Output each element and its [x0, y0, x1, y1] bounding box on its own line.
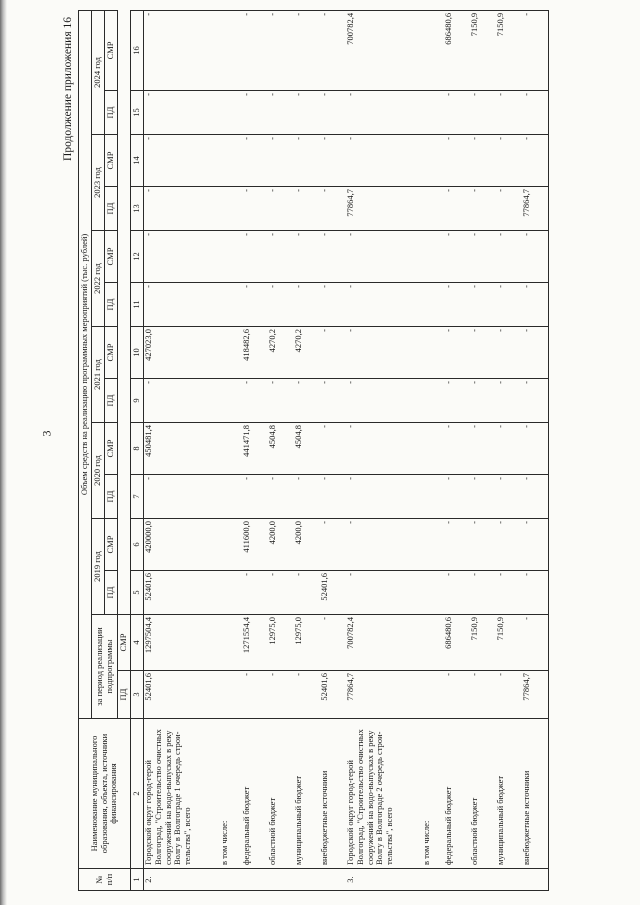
row-value	[422, 283, 444, 327]
header-smr: СМР	[105, 423, 118, 475]
table-row	[422, 10, 444, 890]
row-value: -	[346, 283, 422, 327]
row-value	[220, 423, 242, 475]
row-value: -	[470, 231, 496, 283]
rotated-sheet	[62, 11, 634, 891]
header-period: за период реализации подпрограммы	[92, 615, 118, 719]
row-value: 77864,7	[346, 187, 422, 231]
row-value: 450481,4	[144, 423, 221, 475]
header-pd: ПД	[105, 475, 118, 519]
row-value: -	[294, 379, 320, 423]
row-number	[444, 869, 470, 891]
row-value: -	[268, 283, 294, 327]
row-value	[220, 283, 242, 327]
row-value	[422, 327, 444, 379]
row-name: внебюджетные источники	[522, 719, 549, 869]
row-value: -	[470, 379, 496, 423]
row-value: -	[320, 187, 346, 231]
row-value: -	[242, 135, 268, 187]
row-value	[422, 519, 444, 571]
row-value	[422, 187, 444, 231]
row-value: -	[496, 519, 522, 571]
row-value: -	[320, 231, 346, 283]
row-value: 418482,6	[242, 327, 268, 379]
row-value: -	[346, 327, 422, 379]
row-name: областной бюджет	[268, 719, 294, 869]
row-value: -	[144, 135, 221, 187]
row-value: -	[496, 327, 522, 379]
row-value: -	[268, 671, 294, 719]
row-value: -	[444, 519, 470, 571]
row-value: -	[268, 10, 294, 90]
row-value: -	[268, 231, 294, 283]
row-value: -	[242, 571, 268, 615]
row-value: -	[522, 10, 549, 90]
row-value: 77864,7	[346, 671, 422, 719]
row-value: -	[470, 327, 496, 379]
row-number	[422, 869, 444, 891]
row-value: -	[522, 283, 549, 327]
row-value	[422, 423, 444, 475]
row-value: -	[444, 671, 470, 719]
row-value: 77864,7	[522, 671, 549, 719]
row-value: -	[268, 475, 294, 519]
row-value	[422, 231, 444, 283]
row-value: -	[522, 379, 549, 423]
table-row	[496, 10, 522, 890]
row-value: -	[496, 423, 522, 475]
row-value: -	[294, 283, 320, 327]
row-value	[220, 231, 242, 283]
row-value: -	[522, 571, 549, 615]
row-value: 52401,6	[144, 671, 221, 719]
row-value: 4504,8	[294, 423, 320, 475]
table-row	[346, 10, 422, 890]
row-value: 52401,6	[320, 571, 346, 615]
row-value	[422, 671, 444, 719]
row-value: -	[242, 671, 268, 719]
row-value: 77864,7	[522, 187, 549, 231]
row-name: в том числе:	[422, 719, 444, 869]
row-value	[220, 571, 242, 615]
row-value: 52401,6	[320, 671, 346, 719]
row-value: -	[294, 671, 320, 719]
header-name: Наименование муниципального образования, объекта, источники финансирования	[79, 719, 131, 869]
row-value: 52401,6	[144, 571, 221, 615]
row-value: -	[320, 475, 346, 519]
row-value: -	[346, 379, 422, 423]
row-value: -	[496, 475, 522, 519]
funding-table	[78, 10, 549, 891]
row-value: -	[444, 187, 470, 231]
row-number	[522, 869, 549, 891]
row-value: -	[522, 475, 549, 519]
row-name: в том числе:	[220, 719, 242, 869]
row-value: 4270,2	[268, 327, 294, 379]
row-value	[422, 10, 444, 90]
row-name: муниципальный бюджет	[496, 719, 522, 869]
row-value: -	[444, 423, 470, 475]
table-row	[242, 10, 268, 890]
row-value: -	[496, 91, 522, 135]
row-value	[220, 327, 242, 379]
header-year-2019: 2019 год	[92, 519, 105, 615]
header-period-pd: ПД	[118, 671, 131, 719]
row-value: -	[444, 91, 470, 135]
row-value	[220, 519, 242, 571]
row-value: -	[346, 91, 422, 135]
row-value: -	[144, 379, 221, 423]
row-value: -	[470, 135, 496, 187]
row-value	[220, 187, 242, 231]
row-value: -	[294, 231, 320, 283]
column-number: 11	[131, 283, 144, 327]
row-value: -	[522, 231, 549, 283]
row-value: -	[144, 91, 221, 135]
header-smr: СМР	[105, 231, 118, 283]
row-number	[242, 869, 268, 891]
row-value: 700782,4	[346, 10, 422, 90]
header-pd: ПД	[105, 571, 118, 615]
row-value: -	[346, 571, 422, 615]
column-number: 12	[131, 231, 144, 283]
row-name: внебюджетные источники	[320, 719, 346, 869]
row-value: 427023,0	[144, 327, 221, 379]
row-value: -	[320, 283, 346, 327]
row-number	[268, 869, 294, 891]
row-value: -	[470, 475, 496, 519]
row-value: -	[294, 475, 320, 519]
row-value: -	[522, 91, 549, 135]
header-smr: СМР	[105, 10, 118, 90]
header-year-2023: 2023 год	[92, 135, 105, 231]
row-value: -	[522, 615, 549, 671]
column-number: 13	[131, 187, 144, 231]
column-number: 7	[131, 475, 144, 519]
row-value	[422, 615, 444, 671]
table-row	[522, 10, 549, 890]
row-value: -	[320, 423, 346, 475]
row-value: -	[346, 231, 422, 283]
row-value: -	[242, 91, 268, 135]
row-value: -	[522, 519, 549, 571]
row-value: -	[144, 10, 221, 90]
table-row	[294, 10, 320, 890]
row-name: областной бюджет	[470, 719, 496, 869]
header-year-2020: 2020 год	[92, 423, 105, 519]
row-name: Городской округ город-герой Волгоград, "Строительство очистных сооружений на водо-выпусках в реку Волгу в Волгограде 1 очередь строи-тельства", всего	[144, 719, 221, 869]
row-value: -	[496, 379, 522, 423]
row-value: -	[346, 423, 422, 475]
table-row	[268, 10, 294, 890]
row-value: -	[320, 519, 346, 571]
row-value: 411600,0	[242, 519, 268, 571]
row-value: -	[294, 91, 320, 135]
row-value: 4200,0	[268, 519, 294, 571]
row-value: -	[294, 571, 320, 615]
header-pd: ПД	[105, 187, 118, 231]
row-value: -	[496, 283, 522, 327]
row-value: -	[320, 135, 346, 187]
header-smr: СМР	[105, 135, 118, 187]
table-row	[470, 10, 496, 890]
row-number: 2.	[144, 869, 221, 891]
row-value: -	[346, 519, 422, 571]
header-smr: СМР	[105, 327, 118, 379]
column-number: 10	[131, 327, 144, 379]
header-period-smr: СМР	[118, 615, 131, 671]
header-pd: ПД	[105, 283, 118, 327]
row-value	[220, 135, 242, 187]
row-value: -	[444, 571, 470, 615]
row-value: -	[268, 91, 294, 135]
row-value	[220, 379, 242, 423]
row-value: -	[496, 571, 522, 615]
row-value: -	[242, 379, 268, 423]
table-row	[320, 10, 346, 890]
row-value: -	[470, 187, 496, 231]
row-value: 7150,9	[470, 10, 496, 90]
row-value	[422, 379, 444, 423]
row-value: -	[144, 231, 221, 283]
row-value: 700782,4	[346, 615, 422, 671]
table-row	[220, 10, 242, 890]
row-value	[422, 91, 444, 135]
table-row	[144, 10, 221, 890]
row-value: -	[470, 423, 496, 475]
row-name: федеральный бюджет	[242, 719, 268, 869]
row-value: -	[496, 187, 522, 231]
row-value: 4270,2	[294, 327, 320, 379]
row-value	[220, 10, 242, 90]
row-value: 12975,0	[268, 615, 294, 671]
header-pd: ПД	[105, 379, 118, 423]
row-value: -	[294, 187, 320, 231]
row-value: -	[144, 475, 221, 519]
row-value: -	[320, 379, 346, 423]
row-number	[294, 869, 320, 891]
header-year-2021: 2021 год	[92, 327, 105, 423]
row-value: -	[242, 231, 268, 283]
row-value: -	[242, 283, 268, 327]
row-value: -	[268, 135, 294, 187]
row-value	[220, 475, 242, 519]
row-value: -	[268, 187, 294, 231]
row-value: 4200,0	[294, 519, 320, 571]
row-number: 3.	[346, 869, 422, 891]
row-value: -	[470, 91, 496, 135]
row-value: 686480,6	[444, 615, 470, 671]
row-value: -	[268, 379, 294, 423]
column-number: 8	[131, 423, 144, 475]
row-value	[220, 91, 242, 135]
row-value: -	[522, 423, 549, 475]
header-year-2022: 2022 год	[92, 231, 105, 327]
header-year-2024: 2024 год	[92, 10, 105, 134]
column-number: 9	[131, 379, 144, 423]
row-value: -	[242, 10, 268, 90]
column-number: 14	[131, 135, 144, 187]
row-value: -	[320, 10, 346, 90]
row-value: -	[444, 283, 470, 327]
row-value: 7150,9	[470, 615, 496, 671]
row-value: 686480,6	[444, 10, 470, 90]
scan-shadow-edge	[0, 0, 7, 905]
row-value: -	[470, 671, 496, 719]
row-value: 7150,9	[496, 10, 522, 90]
page-number: 3	[39, 430, 54, 437]
row-value: -	[144, 283, 221, 327]
column-number: 3	[131, 671, 144, 719]
row-value: -	[444, 135, 470, 187]
row-value: -	[320, 327, 346, 379]
row-value: -	[496, 135, 522, 187]
row-value: -	[346, 475, 422, 519]
row-number	[320, 869, 346, 891]
column-number: 15	[131, 91, 144, 135]
row-value	[422, 571, 444, 615]
header-num: № п/п	[79, 869, 131, 891]
row-value: -	[294, 135, 320, 187]
row-value	[422, 135, 444, 187]
row-value: -	[444, 475, 470, 519]
row-name: муниципальный бюджет	[294, 719, 320, 869]
row-number	[496, 869, 522, 891]
row-value: -	[496, 231, 522, 283]
header-volume: Объем средств на реализацию программных мероприятий (тыс. рублей)	[79, 10, 92, 718]
column-number: 2	[131, 719, 144, 869]
row-value	[422, 475, 444, 519]
row-value: -	[242, 475, 268, 519]
row-value: -	[320, 615, 346, 671]
column-number: 16	[131, 10, 144, 90]
row-value: 441471,8	[242, 423, 268, 475]
appendix-caption: Продолжение приложения 16	[62, 17, 74, 161]
row-value: -	[242, 187, 268, 231]
column-number: 1	[131, 869, 144, 891]
row-number	[470, 869, 496, 891]
row-value: 12975,0	[294, 615, 320, 671]
row-value: -	[522, 327, 549, 379]
row-value: -	[470, 519, 496, 571]
row-value: -	[444, 379, 470, 423]
header-pd: ПД	[105, 91, 118, 135]
row-value: -	[294, 10, 320, 90]
row-value: 4504,8	[268, 423, 294, 475]
column-number: 5	[131, 571, 144, 615]
table-row	[444, 10, 470, 890]
row-value: -	[496, 671, 522, 719]
row-value: 1271554,4	[242, 615, 268, 671]
row-value: -	[268, 571, 294, 615]
row-value: 7150,9	[496, 615, 522, 671]
row-name: Городской округ город-герой Волгоград, "Строительство очистных сооружений на водо-выпусках в реку Волгу в Волгограде 2 очередь строи-тельства", всего	[346, 719, 422, 869]
column-number: 6	[131, 519, 144, 571]
row-value: -	[346, 135, 422, 187]
row-value: -	[470, 283, 496, 327]
row-value: 420000,0	[144, 519, 221, 571]
row-value: -	[522, 135, 549, 187]
header-smr: СМР	[105, 519, 118, 571]
row-value: -	[144, 187, 221, 231]
row-value: -	[470, 571, 496, 615]
row-value: 1297504,4	[144, 615, 221, 671]
column-number: 4	[131, 615, 144, 671]
row-value: -	[444, 327, 470, 379]
row-value	[220, 615, 242, 671]
row-value	[220, 671, 242, 719]
row-value: -	[320, 91, 346, 135]
row-name: федеральный бюджет	[444, 719, 470, 869]
row-number	[220, 869, 242, 891]
row-value: -	[444, 231, 470, 283]
